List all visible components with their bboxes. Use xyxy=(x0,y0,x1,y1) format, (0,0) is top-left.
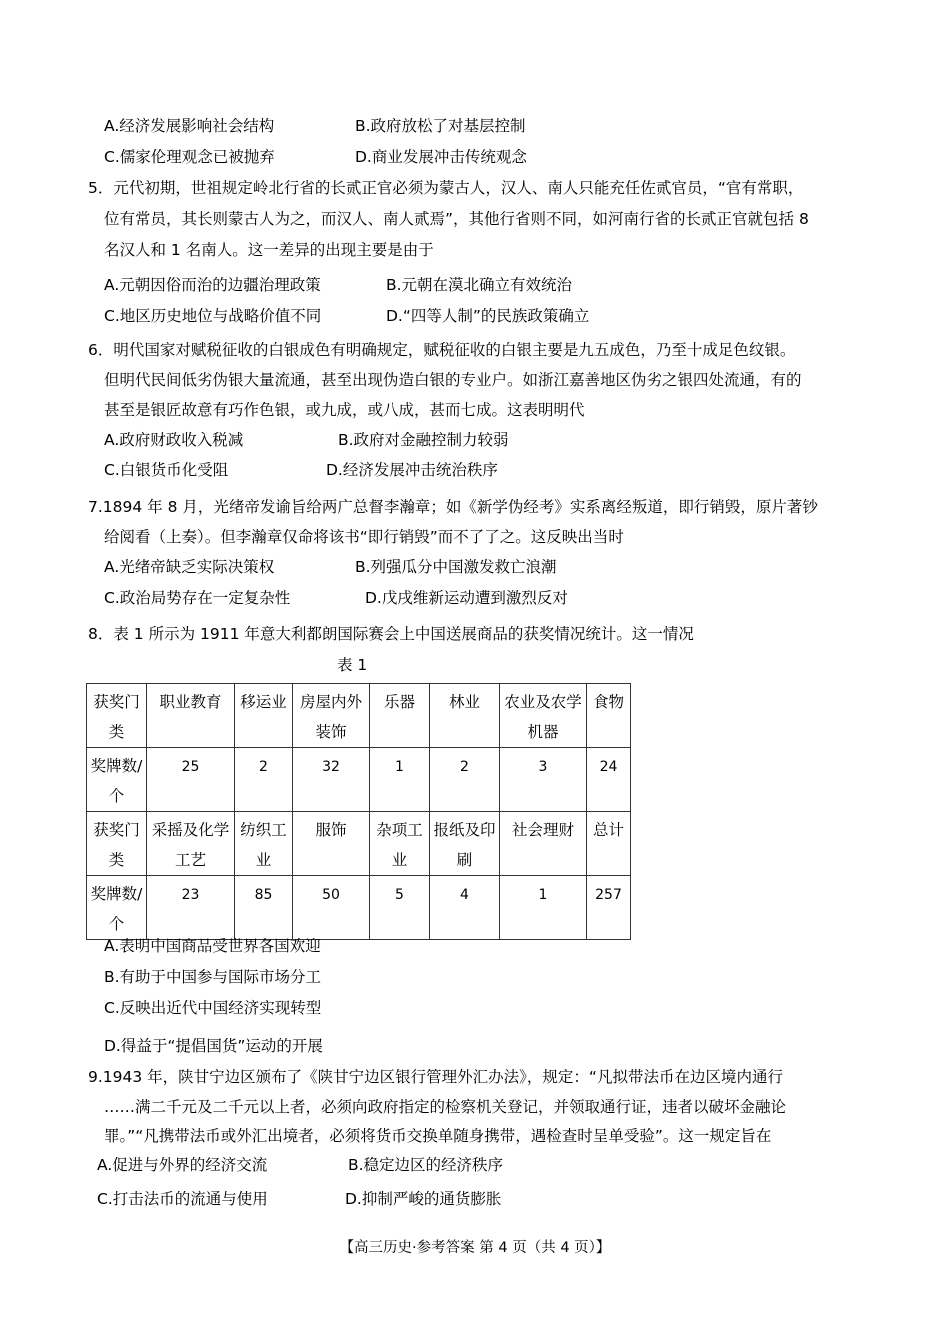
table-cell: 4 xyxy=(430,876,500,940)
q6-stem-line: 但明代民间低劣伪银大量流通，甚至出现伪造白银的专业户。如浙江嘉善地区伪劣之银四处流通，有的 xyxy=(104,371,802,389)
table-cell: 24 xyxy=(587,748,631,812)
table-cell: 房屋内外装饰 xyxy=(293,684,370,748)
q5-option-a: A.元朝因俗而治的边疆治理政策 xyxy=(104,276,321,294)
q5-stem-line: 5．元代初期，世祖规定岭北行省的长贰正官必须为蒙古人，汉人、南人只能充任佐贰官员，“官有常职， xyxy=(88,179,804,197)
table-cell: 服饰 xyxy=(293,812,370,876)
table-cell: 农业及农学机器 xyxy=(500,684,587,748)
table-row xyxy=(87,876,631,940)
page-footer: 【高三历史·参考答案 第 4 页（共 4 页）】 xyxy=(339,1240,611,1256)
table-cell: 32 xyxy=(293,748,370,812)
q4-option-b: B.政府放松了对基层控制 xyxy=(355,117,526,135)
table-cell: 85 xyxy=(235,876,293,940)
q5-option-b: B.元朝在漠北确立有效统治 xyxy=(386,276,573,294)
q4-option-a: A.经济发展影响社会结构 xyxy=(104,117,275,135)
q6-option-c: C.白银货币化受阻 xyxy=(104,461,229,479)
q9-stem-line: 9.1943 年，陕甘宁边区颁布了《陕甘宁边区银行管理外汇办法》，规定：“凡拟带法币在边区境内通行 xyxy=(88,1068,783,1086)
table-cell: 奖牌数/个 xyxy=(87,748,147,812)
table-cell: 移运业 xyxy=(235,684,293,748)
table-cell: 采摇及化学工艺 xyxy=(147,812,235,876)
table-cell: 林业 xyxy=(430,684,500,748)
q9-option-c: C.打击法币的流通与使用 xyxy=(97,1190,268,1208)
q8-option-b: B.有助于中国参与国际市场分工 xyxy=(104,968,322,986)
table-cell: 50 xyxy=(293,876,370,940)
q4-option-d: D.商业发展冲击传统观念 xyxy=(355,148,527,166)
table-cell: 2 xyxy=(430,748,500,812)
q8-stem: 8．表 1 所示为 1911 年意大利都朗国际赛会上中国送展商品的获奖情况统计。这一情况 xyxy=(88,625,694,643)
q8-option-c: C.反映出近代中国经济实现转型 xyxy=(104,999,322,1017)
q5-stem-line: 位有常员，其长则蒙古人为之，而汉人、南人贰焉”，其他行省则不同，如河南行省的长贰正官就包括 8 xyxy=(104,210,809,228)
table-cell: 总计 xyxy=(587,812,631,876)
q9-option-a: A.促进与外界的经济交流 xyxy=(97,1156,268,1174)
q6-stem-line: 6．明代国家对赋税征收的白银成色有明确规定，赋税征收的白银主要是九五成色，乃至十成足色纹银。 xyxy=(88,341,796,359)
table-cell: 获奖门类 xyxy=(87,684,147,748)
table-cell: 获奖门类 xyxy=(87,812,147,876)
table-cell: 257 xyxy=(587,876,631,940)
q9-stem-line: ……满二千元及二千元以上者，必须向政府指定的检察机关登记，并领取通行证，违者以破坏金融论 xyxy=(104,1098,787,1116)
q9-option-b: B.稳定边区的经济秩序 xyxy=(348,1156,504,1174)
table-cell: 25 xyxy=(147,748,235,812)
q7-stem-line: 给阅看（上奏）。但李瀚章仅命将该书“即行销毁”而不了了之。这反映出当时 xyxy=(104,528,624,546)
q7-option-d: D.戊戌维新运动遭到激烈反对 xyxy=(365,589,568,607)
q8-option-d: D.得益于“提倡国货”运动的开展 xyxy=(104,1037,323,1055)
q9-stem-line: 罪。”“凡携带法币或外汇出境者，必须将货币交换单随身携带，遇检查时呈单受验”。这一规定旨在 xyxy=(104,1127,772,1145)
table-cell: 杂项工业 xyxy=(370,812,430,876)
table-cell: 1 xyxy=(370,748,430,812)
table-caption: 表 1 xyxy=(337,656,368,674)
table-cell: 3 xyxy=(500,748,587,812)
q5-option-d: D.“四等人制”的民族政策确立 xyxy=(386,307,590,325)
table-cell: 纺织工业 xyxy=(235,812,293,876)
table-cell: 报纸及印刷 xyxy=(430,812,500,876)
q7-option-a: A.光绪帝缺乏实际决策权 xyxy=(104,558,275,576)
table-cell: 1 xyxy=(500,876,587,940)
table-cell: 奖牌数/个 xyxy=(87,876,147,940)
table-cell: 乐器 xyxy=(370,684,430,748)
table-cell: 社会理财 xyxy=(500,812,587,876)
table-row xyxy=(87,748,631,812)
q5-stem-line: 名汉人和 1 名南人。这一差异的出现主要是由于 xyxy=(104,241,434,259)
table-cell: 职业教育 xyxy=(147,684,235,748)
table-cell: 5 xyxy=(370,876,430,940)
table-row xyxy=(87,684,631,748)
q6-stem-line: 甚至是银匠故意有巧作色银，或九成，或八成，甚而七成。这表明明代 xyxy=(104,401,585,419)
q8-option-a: A.表明中国商品受世界各国欢迎 xyxy=(104,937,321,955)
q6-option-d: D.经济发展冲击统治秩序 xyxy=(326,461,498,479)
table-cell: 23 xyxy=(147,876,235,940)
table-cell: 2 xyxy=(235,748,293,812)
q7-option-b: B.列强瓜分中国激发救亡浪潮 xyxy=(355,558,557,576)
q7-stem-line: 7.1894 年 8 月，光绪帝发谕旨给两广总督李瀚章；如《新学伪经考》实系离经叛道，即行销毁，原片著钞 xyxy=(88,498,818,516)
table-row xyxy=(87,812,631,876)
q9-option-d: D.抑制严峻的通货膨胀 xyxy=(345,1190,502,1208)
q6-option-a: A.政府财政收入税减 xyxy=(104,431,244,449)
awards-table xyxy=(86,683,631,940)
table-cell: 食物 xyxy=(587,684,631,748)
q4-option-c: C.儒家伦理观念已被抛弃 xyxy=(104,148,275,166)
q6-option-b: B.政府对金融控制力较弱 xyxy=(338,431,509,449)
q5-option-c: C.地区历史地位与战略价值不同 xyxy=(104,307,322,325)
q7-option-c: C.政治局势存在一定复杂性 xyxy=(104,589,291,607)
